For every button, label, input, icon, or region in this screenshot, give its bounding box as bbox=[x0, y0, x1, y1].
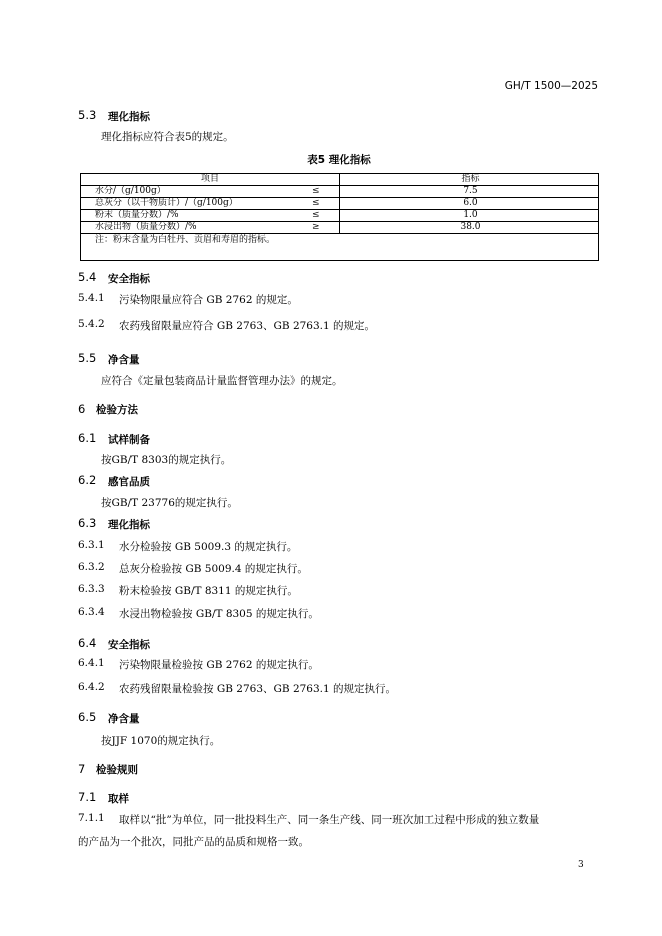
section-6-5-text: 按JJF 1070的规定执行。 bbox=[101, 735, 221, 747]
section-6-4-1-text: 污染物限量检验按 GB 2762 的规定执行。 bbox=[119, 659, 319, 671]
section-5-5-title: 净含量 bbox=[108, 354, 140, 366]
page-number: 3 bbox=[578, 860, 584, 870]
section-5-3-title: 理化指标 bbox=[108, 111, 150, 123]
section-5-5-number: 5.5 bbox=[78, 351, 97, 365]
section-5-3-number: 5.3 bbox=[78, 108, 97, 122]
table-5-caption: 表5 理化指标 bbox=[307, 154, 371, 166]
section-6-4-2-text: 农药残留限量检验按 GB 2763、GB 2763.1 的规定执行。 bbox=[119, 683, 397, 695]
section-5-3-text: 理化指标应符合表5的规定。 bbox=[101, 131, 234, 143]
table-cell-item: 水浸出物（质量分数）/% bbox=[95, 222, 197, 232]
section-6-3-3-number: 6.3.3 bbox=[78, 583, 105, 595]
section-5-4-1-number: 5.4.1 bbox=[78, 292, 105, 304]
table-cell-symbol: ≥ bbox=[312, 222, 320, 232]
section-6-3-title: 理化指标 bbox=[108, 519, 150, 531]
section-6-2-title: 感官品质 bbox=[108, 476, 150, 488]
section-6-3-1-number: 6.3.1 bbox=[78, 539, 105, 551]
section-6-5-title: 净含量 bbox=[108, 713, 140, 725]
table-header-item: 项目 bbox=[200, 174, 219, 184]
section-6-4-number: 6.4 bbox=[78, 636, 97, 650]
section-5-4-2-number: 5.4.2 bbox=[78, 318, 105, 330]
table-cell-symbol: ≤ bbox=[312, 210, 320, 220]
section-7-title: 检验规则 bbox=[96, 764, 138, 776]
section-7-1-title: 取样 bbox=[108, 793, 129, 805]
section-6-4-title: 安全指标 bbox=[108, 639, 150, 651]
section-5-4-number: 5.4 bbox=[78, 270, 97, 284]
section-7-1-1-number: 7.1.1 bbox=[78, 812, 105, 824]
table-row bbox=[81, 210, 598, 222]
section-7-1-1-text-line1: 取样以“批”为单位，同一批投料生产、同一条生产线、同一班次加工过程中形成的独立数量 bbox=[119, 814, 540, 826]
table-header-value: 指标 bbox=[339, 174, 601, 185]
section-6-1-text: 按GB/T 8303的规定执行。 bbox=[101, 454, 232, 466]
section-7-1-number: 7.1 bbox=[78, 790, 97, 804]
table-row bbox=[81, 186, 598, 198]
table-cell-value: 38.0 bbox=[339, 222, 601, 233]
section-6-4-2-number: 6.4.2 bbox=[78, 681, 105, 693]
section-5-4-1-text: 污染物限量应符合 GB 2762 的规定。 bbox=[119, 294, 298, 306]
section-6-3-4-number: 6.3.4 bbox=[78, 606, 105, 618]
section-6-1-number: 6.1 bbox=[78, 431, 97, 445]
section-5-5-text: 应符合《定量包装商品计量监督管理办法》的规定。 bbox=[101, 375, 343, 387]
section-7-number: 7 bbox=[78, 762, 86, 776]
table-cell-symbol: ≤ bbox=[312, 198, 320, 208]
section-6-3-2-text: 总灰分检验按 GB 5009.4 的规定执行。 bbox=[119, 563, 308, 575]
table-5 bbox=[80, 173, 599, 261]
table-cell-symbol: ≤ bbox=[312, 186, 320, 196]
table-row bbox=[81, 222, 598, 234]
section-6-number: 6 bbox=[78, 402, 86, 416]
section-6-3-3-text: 粉末检验按 GB/T 8311 的规定执行。 bbox=[119, 585, 298, 597]
table-cell-value: 1.0 bbox=[339, 210, 601, 221]
table-cell-item: 总灰分（以干物质计）/（g/100g） bbox=[95, 198, 238, 208]
section-6-3-4-text: 水浸出物检验按 GB/T 8305 的规定执行。 bbox=[119, 608, 319, 620]
table-note: 注：粉末含量为白牡丹、贡眉和寿眉的指标。 bbox=[95, 235, 276, 245]
section-5-4-2-text: 农药残留限量应符合 GB 2763、GB 2763.1 的规定。 bbox=[119, 320, 376, 332]
table-cell-item: 水分/（g/100g） bbox=[95, 186, 166, 196]
section-6-2-number: 6.2 bbox=[78, 473, 97, 487]
section-5-4-title: 安全指标 bbox=[108, 273, 150, 285]
section-6-3-number: 6.3 bbox=[78, 516, 97, 530]
section-6-4-1-number: 6.4.1 bbox=[78, 657, 105, 669]
table-row bbox=[81, 198, 598, 210]
section-6-1-title: 试样制备 bbox=[108, 434, 150, 446]
section-6-5-number: 6.5 bbox=[78, 710, 97, 724]
section-6-title: 检验方法 bbox=[96, 404, 138, 416]
table-cell-value: 7.5 bbox=[339, 186, 601, 197]
table-cell-item: 粉末（质量分数）/% bbox=[95, 210, 179, 220]
table-header-row bbox=[81, 174, 598, 186]
table-cell-value: 6.0 bbox=[339, 198, 601, 209]
section-6-2-text: 按GB/T 23776的规定执行。 bbox=[101, 497, 238, 509]
section-7-1-1-text-line2: 的产品为一个批次，同批产品的品质和规格一致。 bbox=[78, 836, 309, 848]
document-code: GH/T 1500—2025 bbox=[504, 80, 598, 92]
section-6-3-1-text: 水分检验按 GB 5009.3 的规定执行。 bbox=[119, 541, 298, 553]
section-6-3-2-number: 6.3.2 bbox=[78, 561, 105, 573]
